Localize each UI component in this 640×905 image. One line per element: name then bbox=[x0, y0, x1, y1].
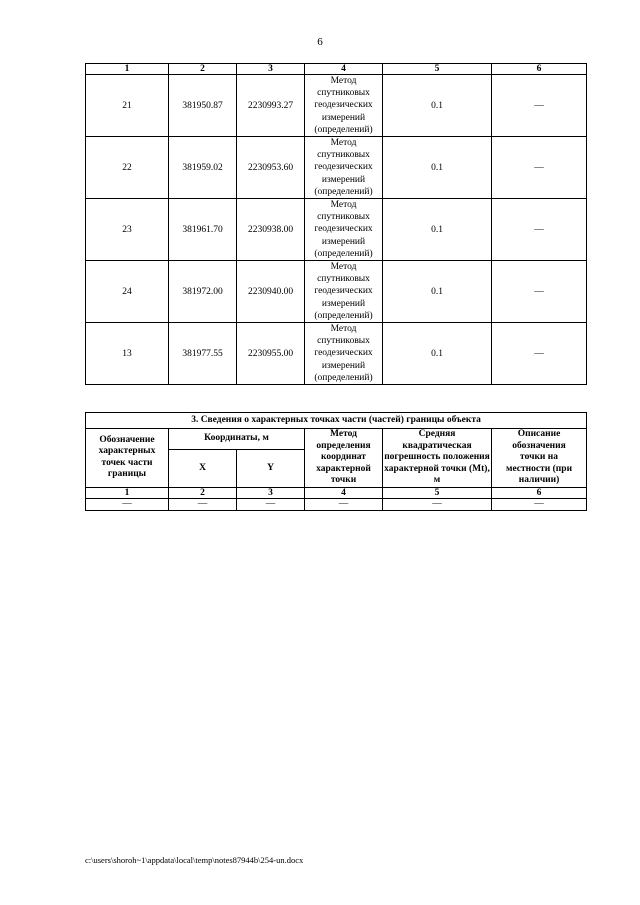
y-coordinate: 2230993.27 bbox=[237, 75, 305, 137]
empty-cell: — bbox=[383, 498, 492, 510]
coordinates-header: Координаты, м bbox=[169, 429, 305, 450]
x-coordinate: 381959.02 bbox=[169, 137, 237, 199]
method-cell bbox=[305, 323, 383, 385]
col-header: 3 bbox=[237, 64, 305, 75]
method-line: измерений bbox=[321, 360, 366, 371]
col-number: 1 bbox=[86, 487, 169, 498]
y-header: Y bbox=[237, 450, 305, 487]
header-line: погрешность положения bbox=[384, 452, 490, 462]
page-number: 6 bbox=[317, 36, 323, 48]
header-line: Средняя квадратическая bbox=[402, 429, 472, 451]
method-line: Метод bbox=[330, 76, 357, 86]
accuracy-value: 0.1 bbox=[383, 75, 492, 137]
method-line: (определений) bbox=[314, 310, 373, 321]
header-line: наличии) bbox=[518, 475, 560, 485]
accuracy-value: 0.1 bbox=[383, 323, 492, 385]
header-line: м bbox=[433, 475, 441, 485]
y-coordinate: 2230953.60 bbox=[237, 137, 305, 199]
method-line: (определений) bbox=[314, 372, 373, 383]
method-line: измерений bbox=[321, 236, 366, 247]
method-line: геодезических bbox=[314, 224, 373, 235]
col-number: 2 bbox=[169, 487, 237, 498]
header-line: точек части bbox=[101, 457, 153, 468]
method-line: геодезических bbox=[314, 100, 373, 111]
method-line: Метод bbox=[330, 138, 357, 149]
point-number: 23 bbox=[86, 199, 169, 261]
method-line: измерений bbox=[321, 298, 366, 309]
method-cell bbox=[305, 75, 383, 137]
coordinates-table bbox=[85, 63, 587, 385]
method-line: спутниковых bbox=[317, 274, 370, 285]
description-value: — bbox=[492, 75, 587, 137]
empty-cell: — bbox=[492, 498, 587, 510]
header-line: Метод bbox=[330, 429, 357, 439]
table-row bbox=[86, 199, 587, 261]
table-row bbox=[86, 75, 587, 137]
empty-cell: — bbox=[305, 498, 383, 510]
point-number: 21 bbox=[86, 75, 169, 137]
point-designation-header bbox=[86, 429, 169, 488]
method-line: спутниковых bbox=[317, 150, 370, 161]
description-value: — bbox=[492, 199, 587, 261]
header-line: характерной точки (Mt), bbox=[384, 463, 490, 474]
method-header bbox=[305, 429, 383, 488]
col-number: 4 bbox=[305, 487, 383, 498]
method-line: Метод bbox=[330, 200, 357, 211]
header-line: местности (при bbox=[506, 463, 573, 474]
description-value: — bbox=[492, 323, 587, 385]
description-header bbox=[492, 429, 587, 488]
method-cell bbox=[305, 199, 383, 261]
table-row bbox=[86, 261, 587, 323]
method-line: спутниковых bbox=[317, 88, 370, 99]
table-row bbox=[86, 137, 587, 199]
method-line: (определений) bbox=[314, 186, 373, 197]
empty-cell: — bbox=[86, 498, 169, 510]
x-header: X bbox=[169, 450, 237, 487]
table-title: 3. Сведения о характерных точках части (частей) границы объекта bbox=[86, 413, 587, 429]
header-line: характерной bbox=[316, 463, 371, 474]
point-number: 13 bbox=[86, 323, 169, 385]
point-number: 22 bbox=[86, 137, 169, 199]
accuracy-value: 0.1 bbox=[383, 261, 492, 323]
empty-cell: — bbox=[237, 498, 305, 510]
method-line: геодезических bbox=[314, 286, 373, 297]
method-line: измерений bbox=[321, 112, 366, 123]
method-line: спутниковых bbox=[317, 212, 370, 223]
empty-cell: — bbox=[169, 498, 237, 510]
point-number: 24 bbox=[86, 261, 169, 323]
method-line: геодезических bbox=[314, 348, 373, 359]
table-row bbox=[86, 323, 587, 385]
method-line: Метод bbox=[330, 262, 357, 273]
col-header: 5 bbox=[383, 64, 492, 75]
col-number: 3 bbox=[237, 487, 305, 498]
method-line: (определений) bbox=[314, 248, 373, 259]
header-line: точки на bbox=[520, 452, 558, 462]
header-line: координат bbox=[321, 452, 366, 462]
accuracy-value: 0.1 bbox=[383, 137, 492, 199]
header-line: Обозначение bbox=[99, 434, 155, 445]
method-line: (определений) bbox=[314, 124, 373, 135]
y-coordinate: 2230940.00 bbox=[237, 261, 305, 323]
x-coordinate: 381961.70 bbox=[169, 199, 237, 261]
col-header: 4 bbox=[305, 64, 383, 75]
method-line: измерений bbox=[321, 174, 366, 185]
col-header: 6 bbox=[492, 64, 587, 75]
y-coordinate: 2230955.00 bbox=[237, 323, 305, 385]
header-line: границы bbox=[107, 469, 147, 480]
col-number: 5 bbox=[383, 487, 492, 498]
header-line: обозначения bbox=[512, 440, 566, 451]
x-coordinate: 381972.00 bbox=[169, 261, 237, 323]
header-line: точки bbox=[330, 475, 357, 485]
method-cell bbox=[305, 261, 383, 323]
header-line: определения bbox=[316, 440, 371, 451]
part-boundary-points-table bbox=[85, 412, 587, 511]
x-coordinate: 381977.55 bbox=[169, 323, 237, 385]
document-path: c:\users\shoroh~1\appdata\local\temp\notes87944b\254-un.docx bbox=[85, 855, 304, 865]
col-header: 2 bbox=[169, 64, 237, 75]
method-line: Метод bbox=[330, 324, 357, 335]
method-line: спутниковых bbox=[317, 336, 370, 347]
header-row bbox=[86, 64, 587, 75]
col-header: 1 bbox=[86, 64, 169, 75]
header-line: характерных bbox=[98, 446, 156, 457]
table-row bbox=[86, 498, 587, 510]
accuracy-header bbox=[383, 429, 492, 488]
description-value: — bbox=[492, 137, 587, 199]
accuracy-value: 0.1 bbox=[383, 199, 492, 261]
col-number: 6 bbox=[492, 487, 587, 498]
method-line: геодезических bbox=[314, 162, 373, 173]
y-coordinate: 2230938.00 bbox=[237, 199, 305, 261]
header-line: Описание bbox=[517, 429, 561, 439]
description-value: — bbox=[492, 261, 587, 323]
method-cell bbox=[305, 137, 383, 199]
x-coordinate: 381950.87 bbox=[169, 75, 237, 137]
